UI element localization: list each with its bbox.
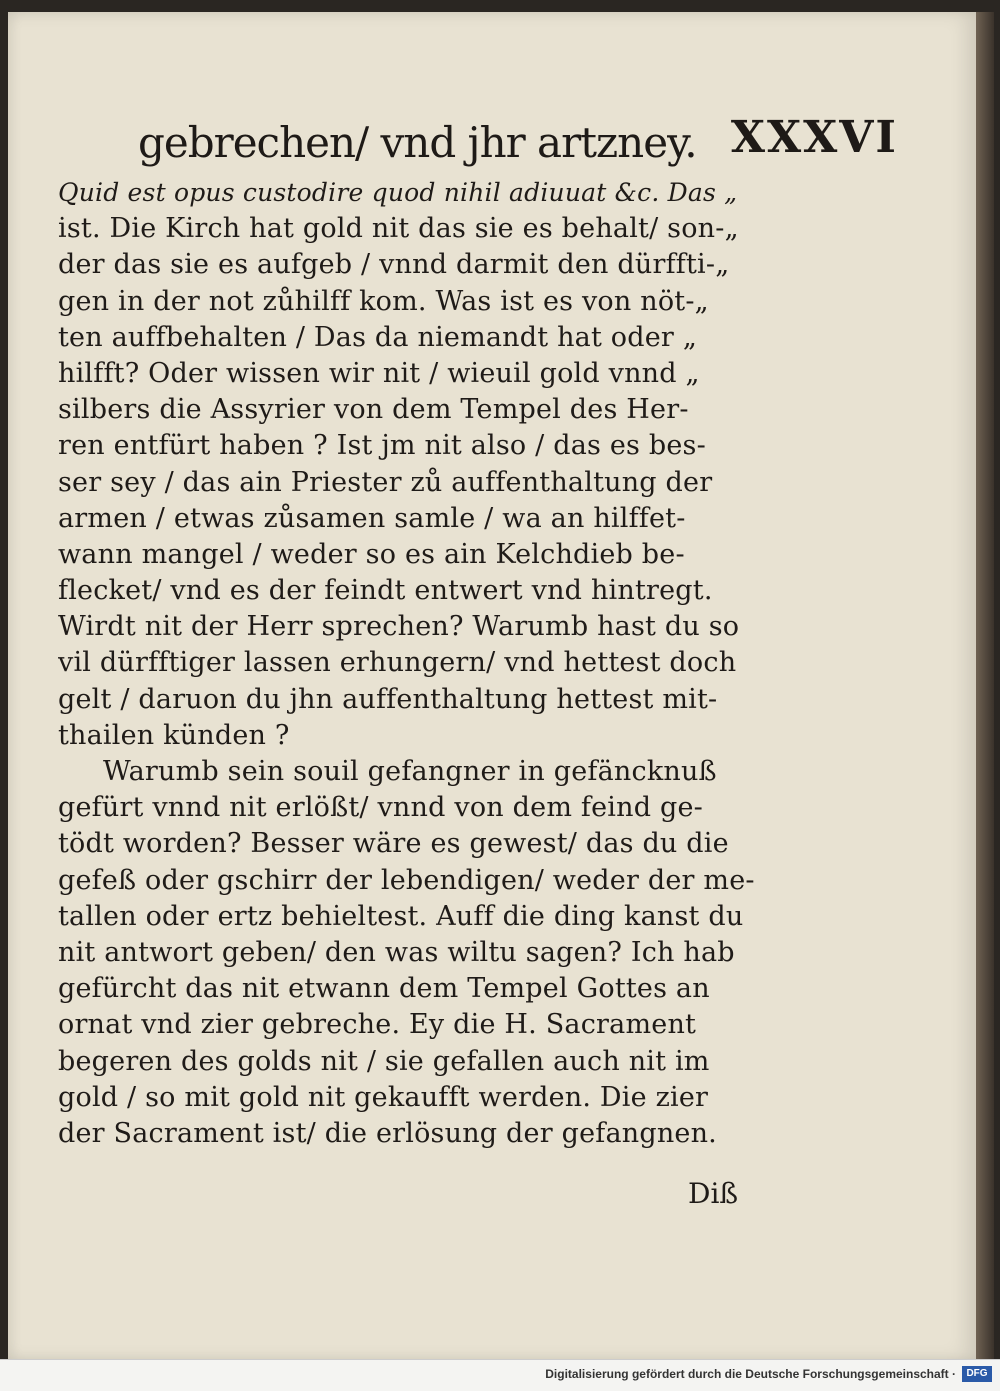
text-line: nit antwort geben/ den was wiltu sagen? Ich hab <box>58 936 735 968</box>
running-title: gebrechen/ vnd jhr artzney. <box>138 118 697 167</box>
text-line: Quid est opus custodire quod nihil adiuuat &c. Das „ <box>58 178 738 207</box>
text-line: begeren des golds nit / sie gefallen auch nit im <box>58 1045 710 1077</box>
dfg-logo-icon: DFG <box>962 1366 992 1382</box>
folio-number: XXXVI <box>730 112 898 163</box>
text-line: ist. Die Kirch hat gold nit das sie es behalt/ son-„ <box>58 213 739 245</box>
text-line: tödt worden? Besser wäre es gewest/ das du die <box>58 828 729 860</box>
body-text <box>58 175 773 1152</box>
catchword: Diß <box>688 1177 739 1210</box>
text-line: der Sacrament ist/ die erlösung der gefangnen. <box>58 1117 717 1149</box>
text-line: silbers die Assyrier von dem Tempel des Her- <box>58 394 689 426</box>
text-line: der das sie es aufgeb / vnnd darmit den dürffti-„ <box>58 249 730 281</box>
page-header <box>138 112 898 172</box>
text-line: gen in der not zůhilff kom. Was ist es von nöt-„ <box>58 285 709 317</box>
text-line: thailen künden ? <box>58 719 290 751</box>
funding-notice: Digitalisierung gefördert durch die Deutsche Forschungsgemeinschaft · <box>545 1367 956 1381</box>
text-line: wann mangel / weder so es ain Kelchdieb be- <box>58 538 685 570</box>
text-line: flecket/ vnd es der feindt entwert vnd hintregt. <box>58 575 713 607</box>
text-line: ren entfürt haben ? Ist jm nit also / das es bes- <box>58 430 706 462</box>
digitization-footer <box>0 1359 1000 1391</box>
text-line: hilfft? Oder wissen wir nit / wieuil gold vnnd „ <box>58 357 700 389</box>
text-line: armen / etwas zůsamen samle / wa an hilffet- <box>58 502 686 534</box>
text-line: vil dürfftiger lassen erhungern/ vnd hettest doch <box>58 647 737 679</box>
text-line: ornat vnd zier gebreche. Ey die H. Sacrament <box>58 1009 697 1041</box>
text-line: Wirdt nit der Herr sprechen? Warumb hast du so <box>58 611 740 643</box>
text-line: Warumb sein souil gefangner in gefäncknuß <box>103 756 717 787</box>
text-line: gold / so mit gold nit gekaufft werden. Die zier <box>58 1081 709 1113</box>
text-line: gefürt vnnd nit erlößt/ vnnd von dem feind ge- <box>58 792 703 824</box>
text-line: ser sey / das ain Priester zů auffenthaltung der <box>58 466 713 498</box>
book-page <box>8 12 980 1360</box>
text-line: gefeß oder gschirr der lebendigen/ weder der me- <box>58 864 755 896</box>
text-line: gelt / daruon du jhn auffenthaltung hettest mit- <box>58 683 718 715</box>
text-line: ten auffbehalten / Das da niemandt hat oder „ <box>58 321 698 353</box>
text-line: tallen oder ertz behieltest. Auff die ding kanst du <box>58 900 744 932</box>
text-line: gefürcht das nit etwann dem Tempel Gottes an <box>58 973 710 1005</box>
